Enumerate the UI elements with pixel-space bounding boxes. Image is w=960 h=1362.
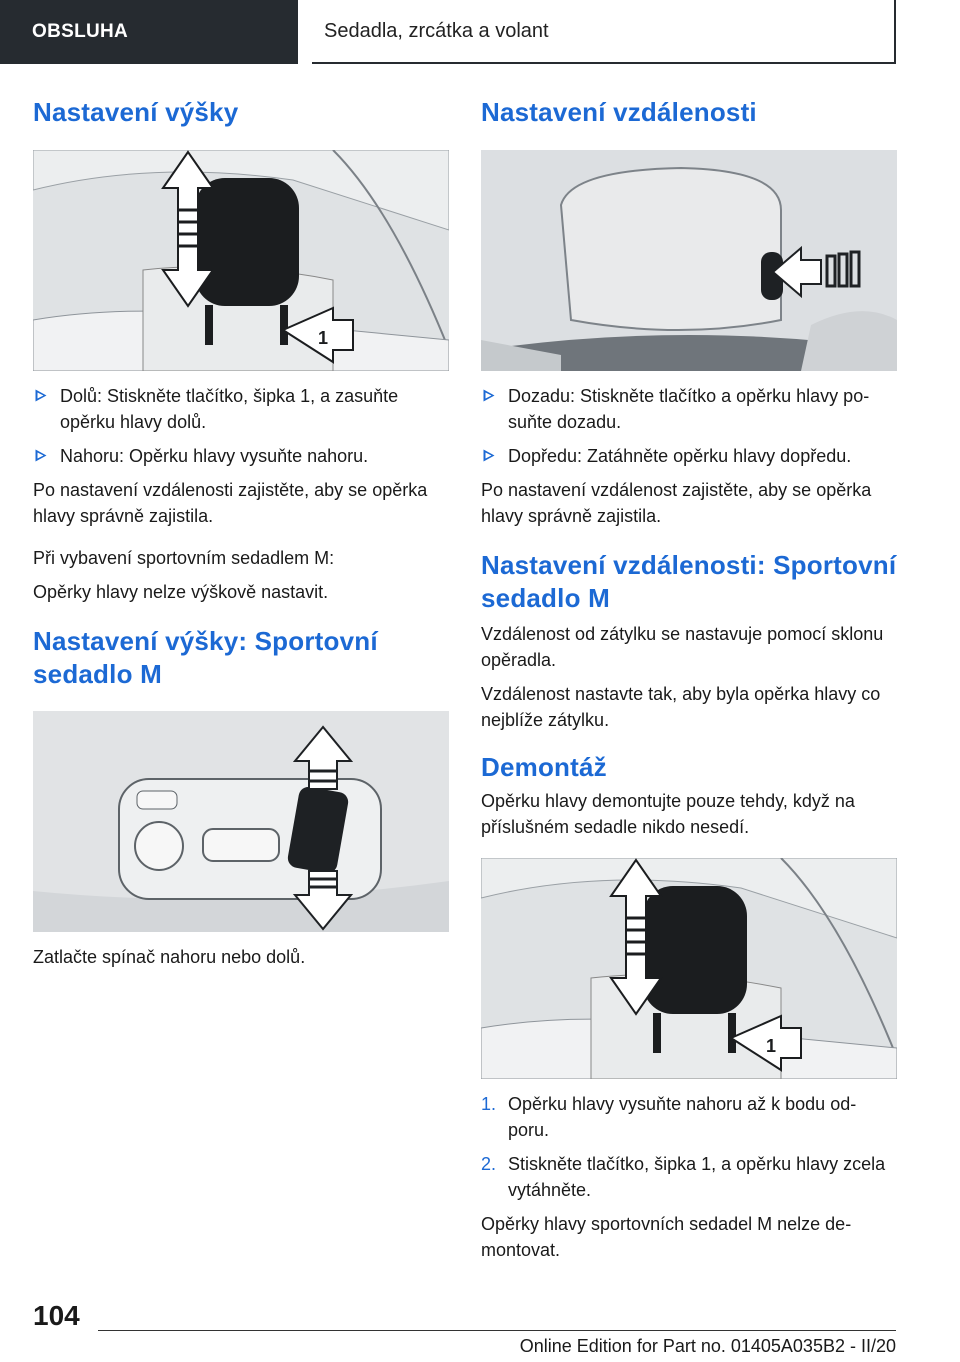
list-item: Dopředu: Zatáhněte opěrku hlavy dopředu. <box>481 443 897 469</box>
right-column <box>481 96 897 1263</box>
paragraph: Po nastavení vzdálenost zajistěte, aby se opěrka hlavy správně zajistila. <box>481 480 872 526</box>
triangle-bullet-icon <box>484 390 495 402</box>
headrest-height-illustration <box>33 150 449 371</box>
section-tab <box>0 0 298 64</box>
paragraph: Vzdálenost nastavte tak, aby byla opěrka hlavy co nejblíže zátylku. <box>481 684 881 730</box>
chapter-title: Sedadla, zrcátka a volant <box>324 19 549 42</box>
page-number: 104 <box>33 1300 80 1331</box>
paragraph: Opěrky hlavy nelze výškově nastavit. <box>33 582 329 602</box>
seat-switch-drawing <box>33 711 449 932</box>
heading-distance-adjust: Nastavení vzdálenosti <box>481 97 757 127</box>
triangle-bullet-icon <box>36 390 47 402</box>
list-item: Dozadu: Stiskněte tlačítko a opěrku hlavy po-suňte dozadu. <box>481 383 897 435</box>
list-item: 1. Opěrku hlavy vysuňte nahoru až k bodu od-poru. <box>481 1091 897 1143</box>
paragraph: Při vybavení sportovním sedadlem M: <box>33 548 335 568</box>
height-bullet-list <box>33 383 449 469</box>
step-number: 2. <box>481 1154 497 1174</box>
headrest-distance-illustration <box>481 150 897 371</box>
heading-removal: Demontáž <box>481 752 607 782</box>
chapter-header <box>312 0 896 64</box>
headrest-removal-drawing <box>481 858 897 1079</box>
paragraph: Vzdálenost od zátylku se nastavuje pomocí sklonu opěradla. <box>481 624 884 670</box>
heading-distance-sport-seat: Nastavení vzdálenosti: Sportovní sedadlo M <box>481 550 897 613</box>
left-column <box>33 96 449 970</box>
headrest-distance-drawing <box>481 150 897 371</box>
callout-number: 1 <box>766 1036 777 1056</box>
list-item: Dolů: Stiskněte tlačítko, šipka 1, a zasuňte opěrku hlavy dolů. <box>33 383 449 435</box>
heading-height-sport-seat: Nastavení výšky: Sportovní sedadlo M <box>33 626 378 689</box>
distance-bullet-list <box>481 383 897 469</box>
paragraph: Zatlačte spínač nahoru nebo dolů. <box>33 947 306 967</box>
headrest-height-drawing <box>33 150 449 371</box>
triangle-bullet-icon <box>36 450 47 462</box>
paragraph: Po nastavení vzdálenosti zajistěte, aby se opěrka hlavy správně zajistila. <box>33 480 428 526</box>
footer-divider <box>98 1330 896 1331</box>
seat-switch-illustration <box>33 711 449 932</box>
step-number: 1. <box>481 1094 497 1114</box>
heading-height-adjust: Nastavení výšky <box>33 97 239 127</box>
headrest-removal-illustration <box>481 858 897 1079</box>
triangle-bullet-icon <box>484 450 495 462</box>
list-item: Nahoru: Opěrku hlavy vysuňte nahoru. <box>33 443 449 469</box>
removal-steps-list <box>481 1091 897 1203</box>
footer-edition: Online Edition for Part no. 01405A035B2 - II/20 <box>519 1336 896 1356</box>
list-item: 2. Stiskněte tlačítko, šipka 1, a opěrku hlavy zcela vytáhněte. <box>481 1151 897 1203</box>
paragraph: Opěrku hlavy demontujte pouze tehdy, když na příslušném sedadle nikdo nesedí. <box>481 791 855 837</box>
callout-number: 1 <box>318 328 329 348</box>
paragraph: Opěrky hlavy sportovních sedadel M nelze de-montovat. <box>481 1214 852 1260</box>
section-title: OBSLUHA <box>32 21 129 42</box>
